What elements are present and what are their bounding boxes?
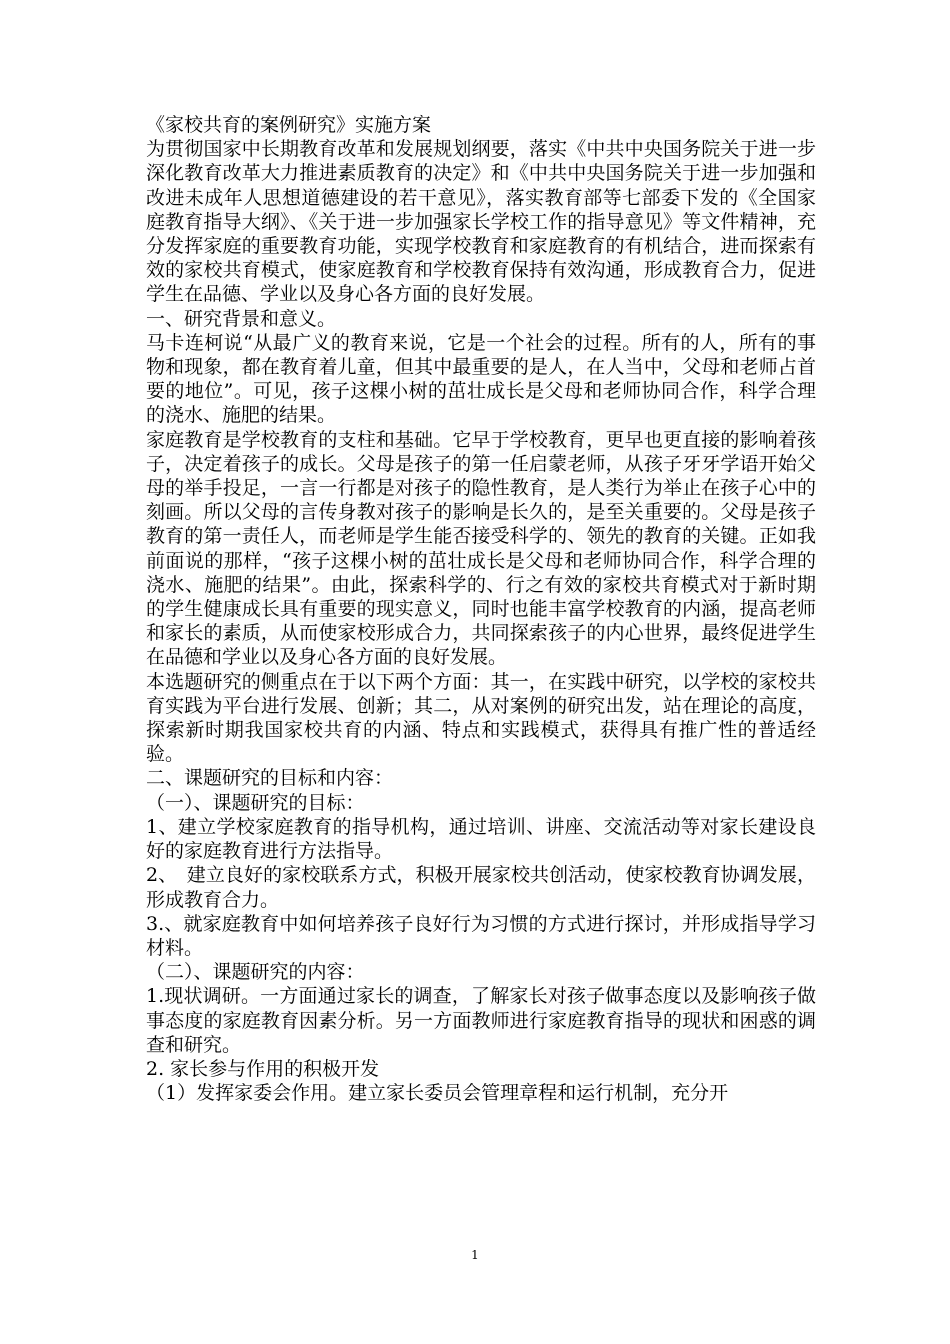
page-number: 1: [471, 1248, 479, 1262]
goal-item-1: 1、建立学校家庭教育的指导机构，通过培训、讲座、交流活动等对家长建设良好的家庭教育进行方法指导。: [146, 815, 816, 863]
section-heading-goals-content: 二、课题研究的目标和内容：: [146, 767, 394, 790]
goal-item-3: 3.、就家庭教育中如何培养孩子良好行为习惯的方式进行探讨，并形成指导学习材料。: [146, 912, 816, 959]
subsection-heading-goals: （一）、课题研究的目标：: [146, 791, 365, 814]
content-item-2: 2. 家长参与作用的积极开发: [146, 1057, 380, 1080]
content-subitem-1: （1）发挥家委会作用。建立家长委员会管理章程和运行机制，充分开: [146, 1082, 729, 1105]
paragraph-research-focus: 本选题研究的侧重点在于以下两个方面：其一，在实践中研究，以学校的家校共育实践为平台进行发展、创新；其二，从对案例的研究出发，站在理论的高度，探索新时期我国家校共育的内涵、特点和实践模式，获得具有推广性的普适经验。: [146, 670, 816, 766]
content-item-1: 1.现状调研。一方面通过家长的调查，了解家长对孩子做事态度以及影响孩子做事态度的家庭教育因素分析。另一方面教师进行家庭教育指导的现状和困惑的调查和研究。: [146, 985, 816, 1056]
paragraph-family-education: 家庭教育是学校教育的支柱和基础。它早于学校教育，更早也更直接的影响着孩子，决定着孩子的成长。父母是孩子的第一任启蒙老师，从孩子牙牙学语开始父母的举手投足，一言一行都是对孩子的隐性教育，是人类行为举止在孩子心中的刻画。所以父母的言传身教对孩子的影响是长久的，是至关重要的。父母是孩子教育的第一责任人，而老师是学生能否接受科学的、领先的教育的关键。正如我前面说的那样，“孩子这棵小树的茁壮成长是父母和老师协同合作，科学合理的浇水、施肥的结果”。由此，探索科学的、行之有效的家校共育模式对于新时期的学生健康成长具有重要的现实意义，同时也能丰富学校教育的内涵，提高老师和家长的素质，从而使家校形成合力，共同探索孩子的内心世界，最终促进学生在品德和学业以及身心各方面的良好发展。: [146, 428, 816, 669]
intro-paragraph: 为贯彻国家中长期教育改革和发展规划纲要，落实《中共中央国务院关于进一步深化教育改革大力推进素质教育的决定》和《中共中央国务院关于进一步加强和改进未成年人思想道德建设的若干意见》，落实教育部等七部委下发的《全国家庭教育指导大纲》、《关于进一步加强家长学校工作的指导意见》等文件精神，充分发挥家庭的重要教育功能，实现学校教育和家庭教育的有机结合，进而探索有效的家校共育模式，使家庭教育和学校教育保持有效沟通，形成教育合力，促进学生在品德、学业以及身心各方面的良好发展。: [146, 138, 816, 306]
subsection-heading-content: （二）、课题研究的内容：: [146, 961, 365, 984]
section-heading-background: 一、研究背景和意义。: [146, 307, 337, 330]
document-body: [146, 113, 816, 1105]
paragraph-makarenko-quote: 马卡连柯说“从最广义的教育来说，它是一个社会的过程。所有的人，所有的事物和现象，都在教育着儿童，但其中最重要的是人，在人当中，父母和老师占首要的地位”。可见，孩子这棵小树的茁壮成长是父母和老师协同合作，科学合理的浇水、施肥的结果。: [146, 331, 816, 427]
goal-item-2: 2、 建立良好的家校联系方式，积极开展家校共创活动，使家校教育协调发展，形成教育合力。: [146, 864, 816, 911]
document-title: 《家校共育的案例研究》实施方案: [146, 114, 432, 136]
